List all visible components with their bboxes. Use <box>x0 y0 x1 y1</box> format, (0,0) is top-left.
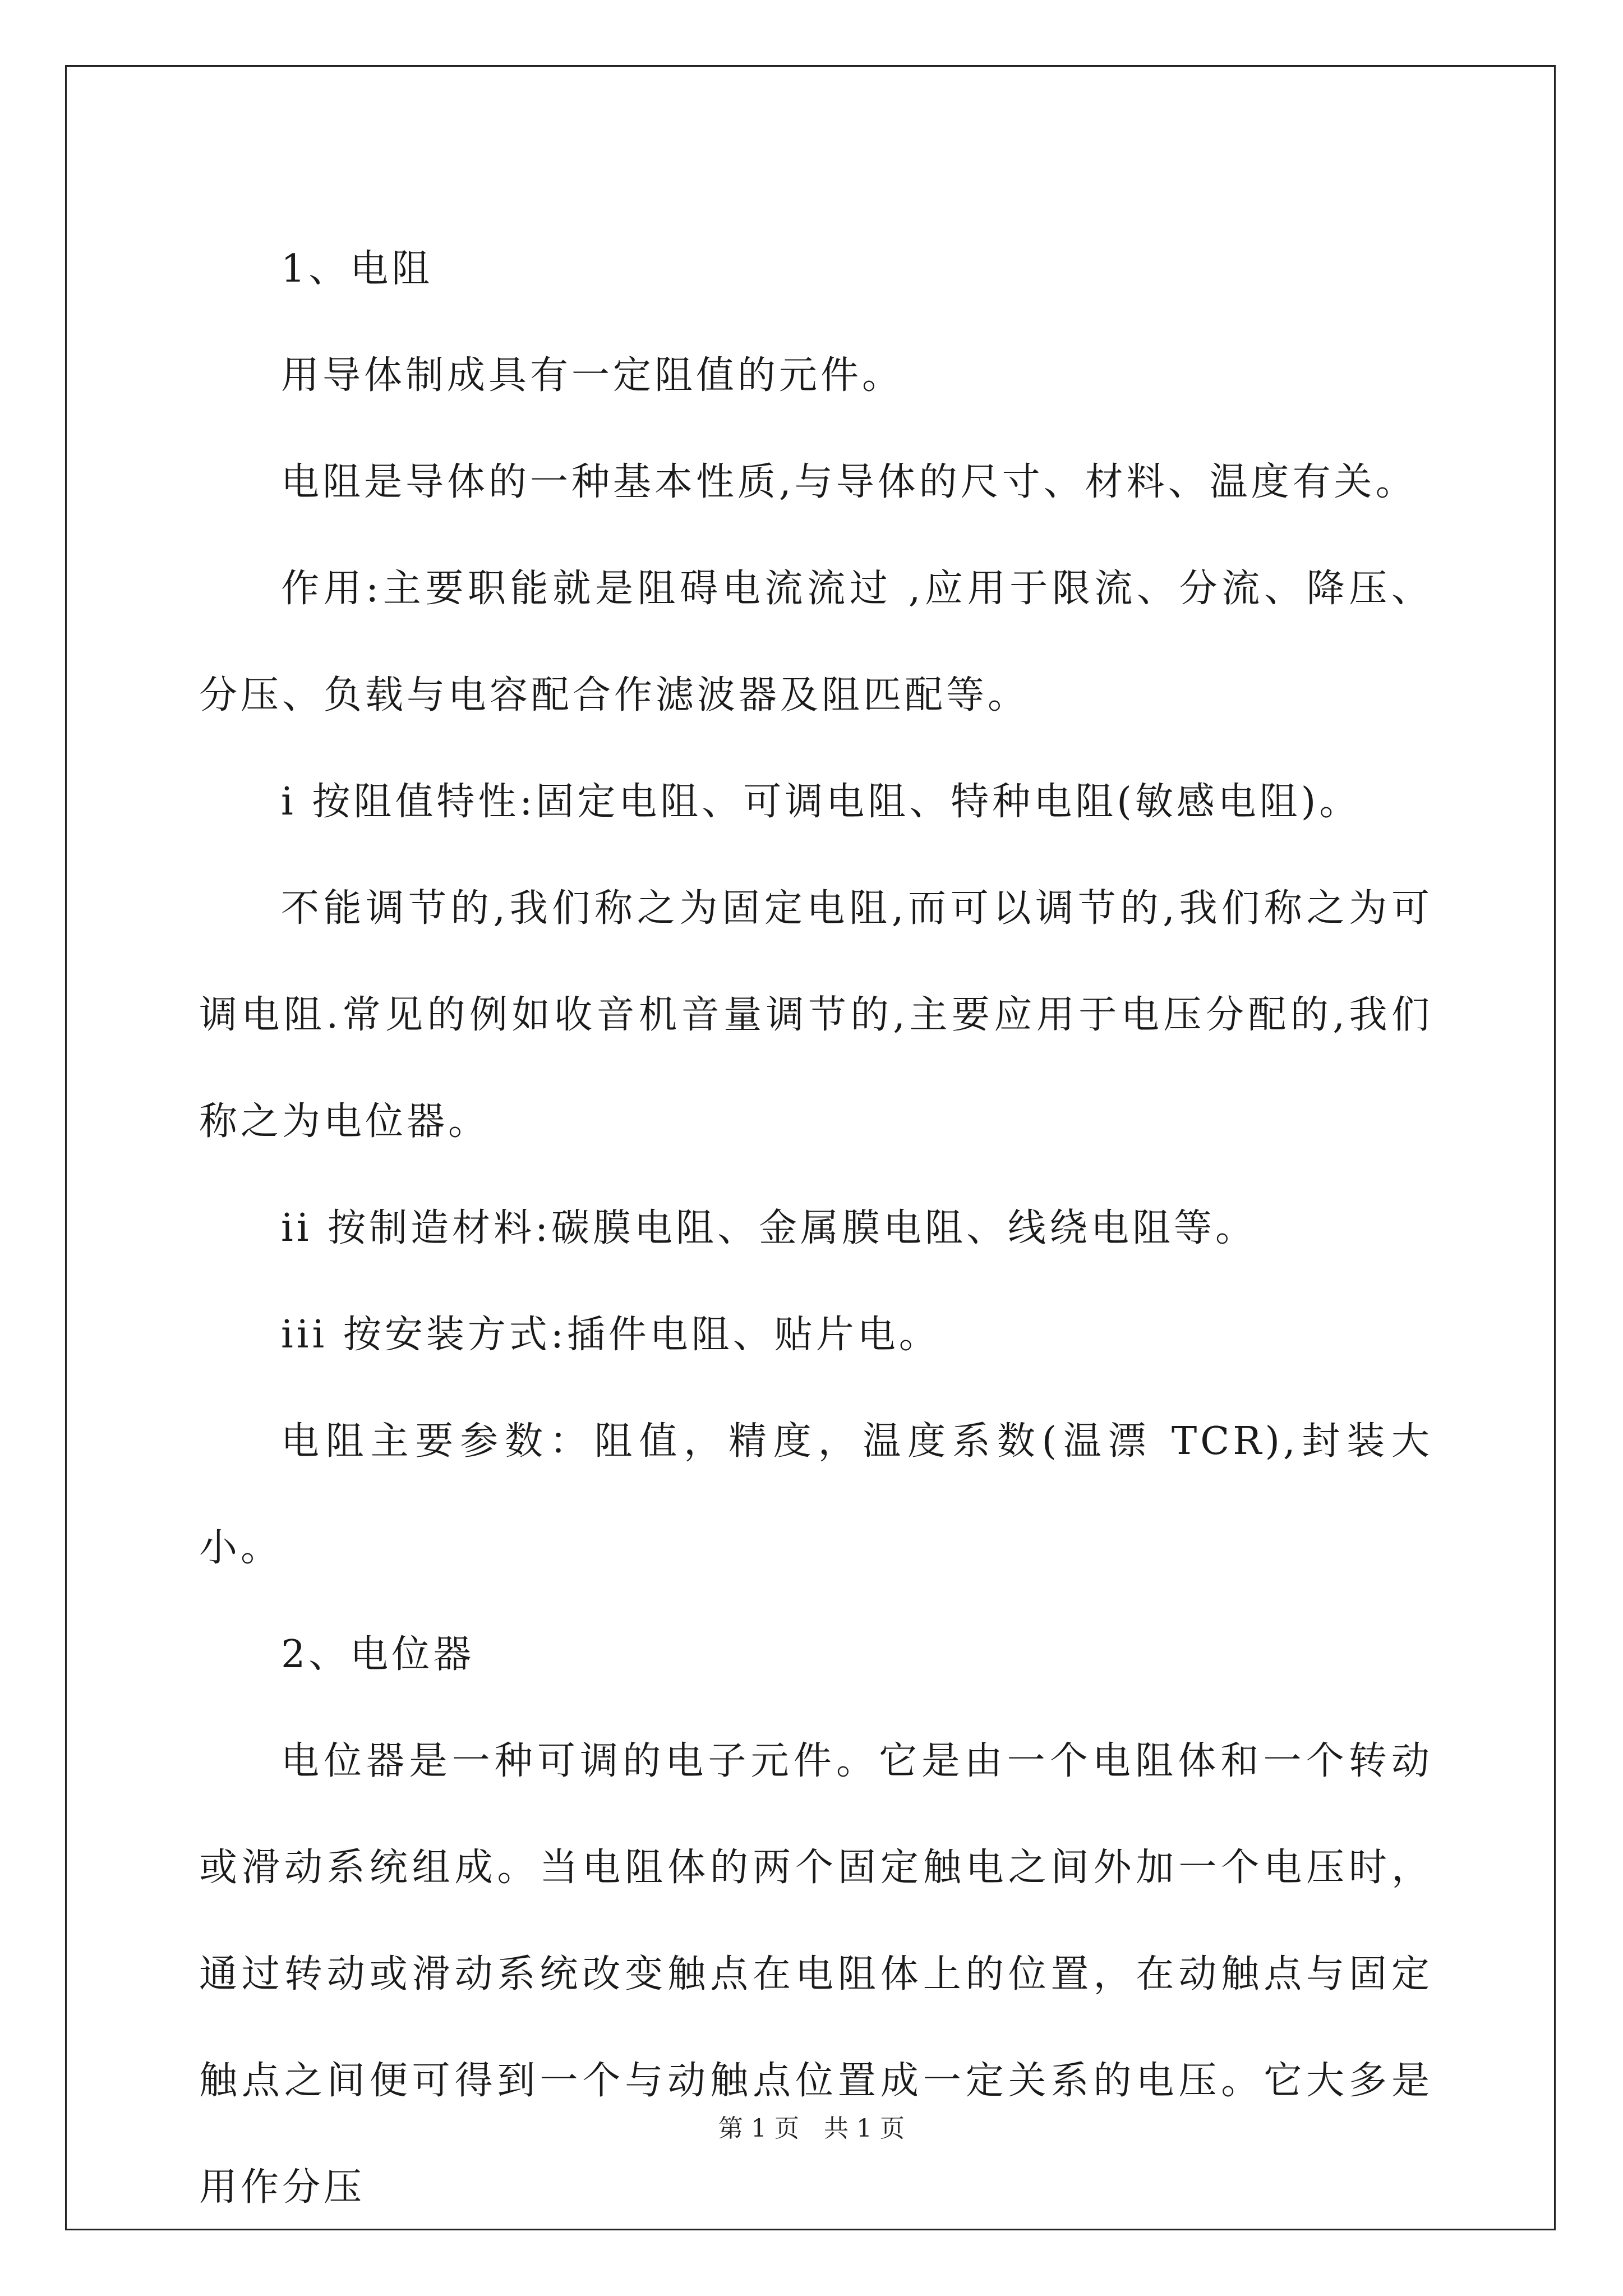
paragraph-function: 作用:主要职能就是阻碍电流流过 ,应用于限流、分流、降压、分压、负载与电容配合作滤波器及阻匹配等。 <box>199 567 1433 717</box>
paragraph-potentiometer: 电位器是一种可调的电子元件。它是由一个电阻体和一个转动或滑动系统组成。当电阻体的两个固定触电之间外加一个电压时，通过转动或滑动系统改变触点在电阻体上的位置，在动触点与固定触点之间便可得到一个与动触点位置成一定关系的电压。它大多是用作分压 <box>199 1739 1433 2210</box>
paragraph-by-mounting: iii 按安装方式:插件电阻、贴片电。 <box>281 1313 940 1357</box>
paragraph-by-material: ii 按制造材料:碳膜电阻、金属膜电阻、线绕电阻等。 <box>281 1206 1257 1250</box>
paragraph-by-characteristic: i 按阻值特性:固定电阻、可调电阻、特种电阻(敏感电阻)。 <box>281 780 1361 824</box>
paragraph-fixed-vs-adjustable: 不能调节的,我们称之为固定电阻,而可以调节的,我们称之为可调电阻.常见的例如收音机音量调节的,主要应用于电压分配的,我们称之为电位器。 <box>199 886 1433 1144</box>
heading-potentiometer: 2、电位器 <box>281 1632 475 1677</box>
page-footer: 第 1 页 共 1 页 <box>718 2114 905 2143</box>
document-body <box>199 216 1433 2241</box>
paragraph-parameters: 电阻主要参数：阻值，精度，温度系数(温漂 TCR),封装大小。 <box>199 1419 1433 1570</box>
heading-resistor: 1、电阻 <box>281 247 434 291</box>
paragraph-property: 电阻是导体的一种基本性质,与导体的尺寸、材料、温度有关。 <box>281 460 1417 504</box>
paragraph-definition: 用导体制成具有一定阻值的元件。 <box>281 353 904 398</box>
